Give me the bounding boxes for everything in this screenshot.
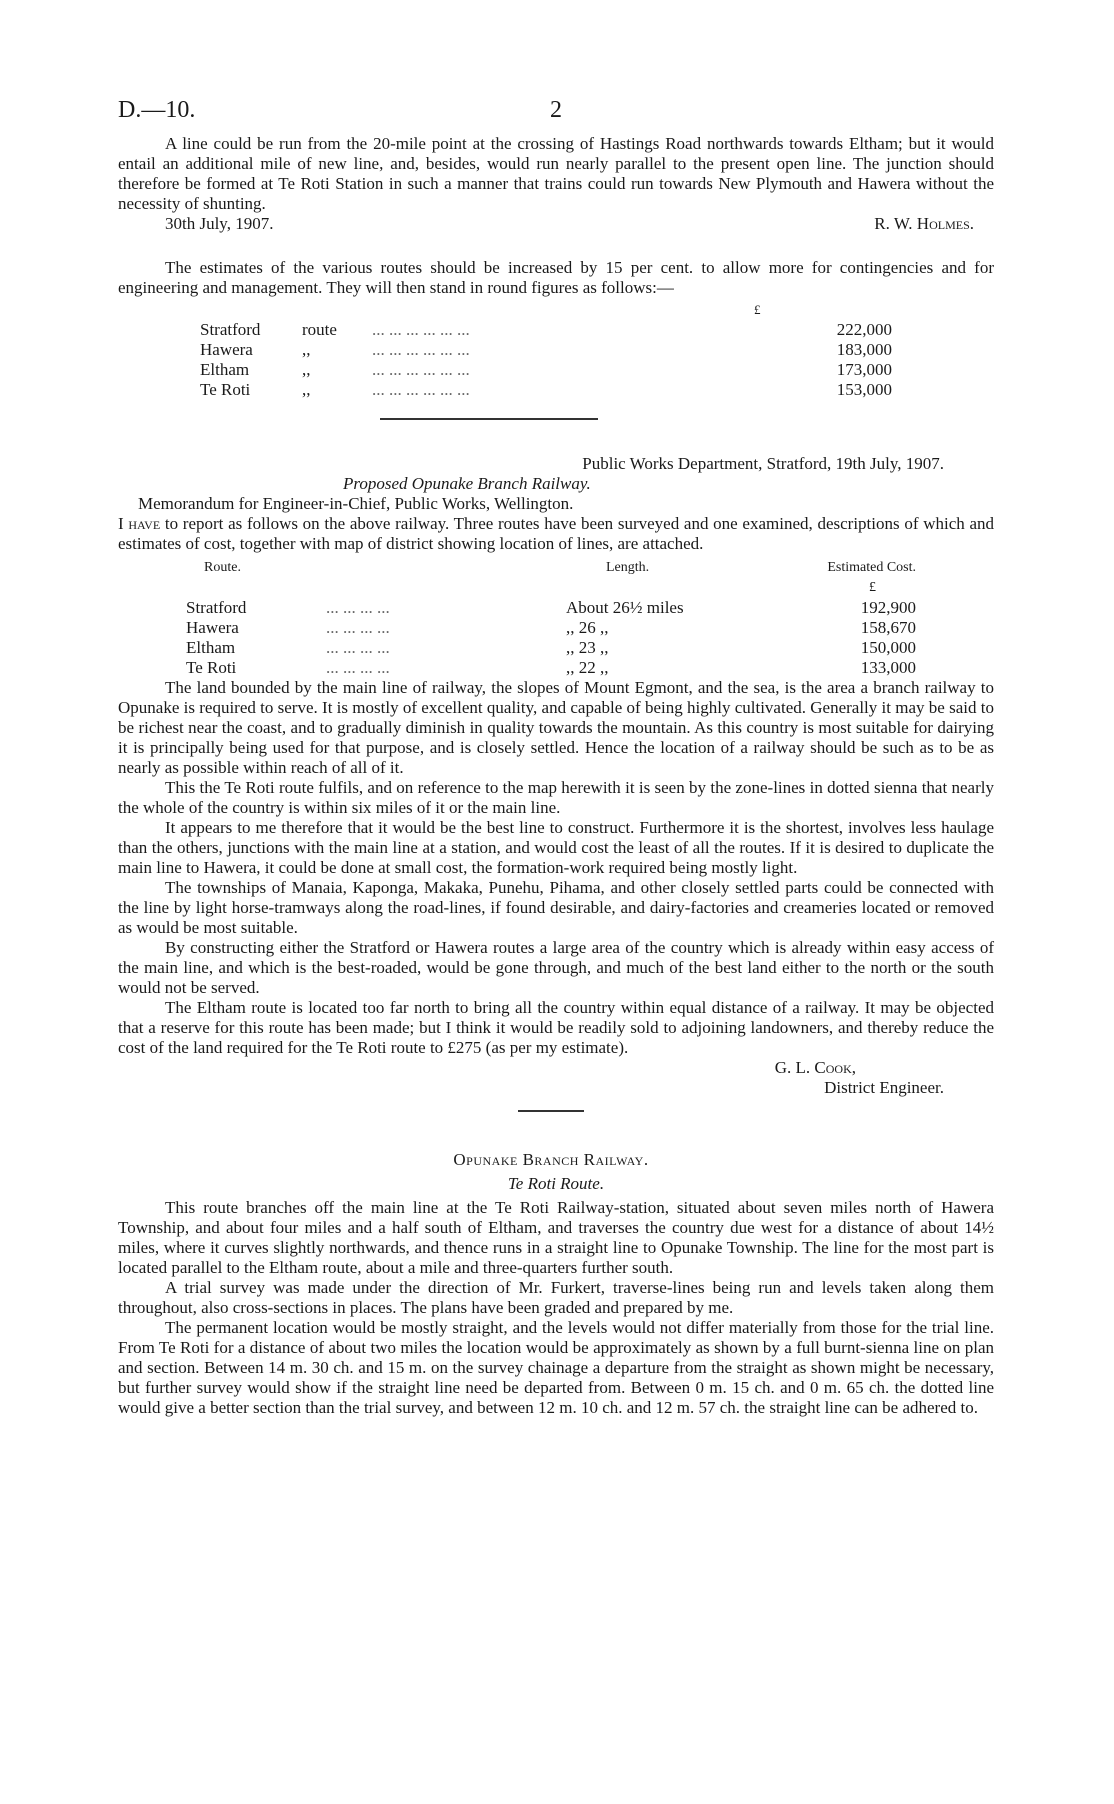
memo-signature-name: G. L. Cook, <box>774 1058 856 1077</box>
route-qualifier: ,, <box>302 340 311 359</box>
branch-title: Opunake Branch Railway. <box>453 1150 649 1169</box>
route-cost: 158,670 <box>860 618 916 637</box>
memo-signature-title: District Engineer. <box>824 1078 944 1097</box>
estimates-table <box>200 320 892 400</box>
route-name: Hawera <box>186 618 239 637</box>
estimate-row <box>200 380 892 400</box>
col-route-label: Route. <box>204 560 241 575</box>
memo-addressee: Memorandum for Engineer-in-Chief, Public Works, Wellington. <box>138 494 574 513</box>
signature-line <box>118 214 994 234</box>
branch-subtitle: Te Roti Route. <box>507 1174 605 1193</box>
route-qualifier: ,, <box>302 360 311 379</box>
estimate-row <box>200 340 892 360</box>
route-row <box>186 638 916 658</box>
page-number: 2 <box>550 97 562 123</box>
col-length-label: Length. <box>606 560 650 575</box>
report-date: 30th July, 1907. <box>165 214 274 233</box>
document-code: D.—10. <box>118 97 196 123</box>
memo-intro-rest: to report as follows on the above railway. Three routes have been surveyed and one examined, descriptions of which and estimates of cost, together with map of district showing location of lines, are attached. <box>118 514 994 553</box>
route-name: Te Roti <box>200 380 251 399</box>
route-name: Te Roti <box>186 658 237 677</box>
leader-dots: ... ... ... ... ... ... <box>372 320 470 339</box>
paragraph: A line could be run from the 20-mile point at the crossing of Hastings Road northwards towards Eltham; but it would entail an additional mile of new line, and, besides, would run nearly parallel to the present open line. The junction should therefore be formed at Te Roti Station in such a manner that trains could run towards New Plymouth and Hawera without the necessity of shunting. <box>118 134 994 213</box>
leader-dots: ... ... ... ... ... ... <box>372 340 470 359</box>
route-cost: 133,000 <box>860 658 916 677</box>
route-length: About 26½ miles <box>566 598 684 617</box>
section-memorandum <box>118 454 994 1098</box>
paragraph: By constructing either the Stratford or Hawera routes a large area of the country which is already within easy access of the main line, and which is the best-roaded, would be gone through, and much of the best land either to the north or the south would not be served. <box>118 938 994 997</box>
estimate-amount: 222,000 <box>836 320 892 339</box>
route-row <box>186 658 916 678</box>
paragraph: The townships of Manaia, Kaponga, Makaka, Punehu, Pihama, and other closely settled parts could be connected with the line by light horse-tramways along the road-lines, if found desirable, and dairy-factories and creameries located or removed as would be most suitable. <box>118 878 994 937</box>
leader-dots: ... ... ... ... ... ... <box>372 360 470 379</box>
routes-table-unit-row <box>186 578 916 598</box>
leader-dots: ... ... ... ... <box>326 638 390 657</box>
section-opunake-branch <box>118 1150 994 1418</box>
route-cost: 150,000 <box>860 638 916 657</box>
route-name: Stratford <box>200 320 261 339</box>
section-holmes-report <box>118 134 994 234</box>
route-row <box>186 618 916 638</box>
routes-table <box>186 558 916 678</box>
leader-dots: ... ... ... ... <box>326 618 390 637</box>
paragraph: The Eltham route is located too far north to bring all the country within equal distance of a railway. It may be objected that a reserve for this route has been made; but I think it would be readily sold to adjoining landowners, and thereby reduce the cost of the land required for the Te Roti route to £275 (as per my estimate). <box>118 998 994 1057</box>
route-cost: 192,900 <box>860 598 916 617</box>
estimate-amount: 183,000 <box>836 340 892 359</box>
route-name: Eltham <box>200 360 250 379</box>
route-row <box>186 598 916 618</box>
estimate-amount: 153,000 <box>836 380 892 399</box>
paragraph: This the Te Roti route fulfils, and on reference to the map herewith it is seen by the zone-lines in dotted sienna that nearly the whole of the country is within six miles of it or the main line. <box>118 778 994 817</box>
paragraph: The land bounded by the main line of railway, the slopes of Mount Egmont, and the sea, is the area a branch railway to Opunake is required to serve. It is mostly of excellent quality, and capable of being highly cultivated. Generally it may be said to be richest near the coast, and to gradually diminish in quality towards the mountain. As this country is most suitable for dairying it is principally being used for that purpose, and is closely settled. Hence the location of a railway should be such as to be as nearly as possible within reach of all of it. <box>118 678 994 777</box>
leader-dots: ... ... ... ... <box>326 598 390 617</box>
memo-dateline: Public Works Department, Stratford, 19th July, 1907. <box>582 454 944 473</box>
paragraph: This route branches off the main line at the Te Roti Railway-station, situated about seven miles north of Hawera Township, and about four miles and a half south of Eltham, and traverses the country due west for a distance of about 14½ miles, where it curves slightly northwards, and thence runs in a straight line to Opunake Township. The line for the most part is located parallel to the Eltham route, about a mile and three-quarters further south. <box>118 1198 994 1277</box>
route-name: Hawera <box>200 340 253 359</box>
leader-dots: ... ... ... ... ... ... <box>372 380 470 399</box>
route-qualifier: ,, <box>302 380 311 399</box>
paragraph: It appears to me therefore that it would be the best line to construct. Furthermore it is the shortest, involves less haulage than the others, junctions with the main line at a station, and would cost the least of all the routes. If it is desired to duplicate the main line to Hawera, it could be done at small cost, the formation-work required being mostly light. <box>118 818 994 877</box>
leader-dots: ... ... ... ... <box>326 658 390 677</box>
memo-intro <box>118 514 994 554</box>
cost-unit: £ <box>869 580 876 595</box>
route-length: ,, 23 ,, <box>566 638 609 657</box>
currency-header <box>118 298 994 320</box>
memo-paragraphs <box>118 678 994 1058</box>
route-qualifier: route <box>302 320 337 339</box>
route-length: ,, 26 ,, <box>566 618 609 637</box>
memo-title: Proposed Opunake Branch Railway. <box>343 474 591 493</box>
route-name: Eltham <box>186 638 236 657</box>
section-divider-short <box>518 1110 584 1112</box>
section-divider <box>380 418 598 420</box>
page-header <box>118 97 998 126</box>
route-length: ,, 22 ,, <box>566 658 609 677</box>
paragraph: The permanent location would be mostly straight, and the levels would not differ materially from those for the trial line. From Te Roti for a distance of about two miles the location would be approximately as shown by a full burnt-sienna line on plan and section. Between 14 m. 30 ch. and 15 m. on the survey chainage a departure from the straight as shown might be necessary, but further survey would show if the straight line need be departed from. Between 0 m. 15 ch. and 0 m. 65 ch. the dotted line would give a better section than the trial survey, and between 12 m. 10 ch. and 12 m. 57 ch. the straight line can be adhered to. <box>118 1318 994 1417</box>
memo-intro-lead: I have <box>118 514 161 533</box>
paragraph: A trial survey was made under the direction of Mr. Furkert, traverse-lines being run and levels taken along them throughout, also cross-sections in places. The plans have been graded and prepared by me. <box>118 1278 994 1317</box>
estimates-intro: The estimates of the various routes should be increased by 15 per cent. to allow more for contingencies and for engineering and management. They will then stand in round figures as follows:— <box>118 258 994 297</box>
branch-paragraphs <box>118 1198 994 1418</box>
estimate-amount: 173,000 <box>836 360 892 379</box>
currency-symbol: £ <box>754 302 761 317</box>
routes-table-header <box>186 558 916 578</box>
estimate-row <box>200 320 892 340</box>
estimate-row <box>200 360 892 380</box>
section-estimates <box>118 258 994 400</box>
signature: R. W. Holmes. <box>874 214 974 233</box>
route-name: Stratford <box>186 598 247 617</box>
col-cost-label: Estimated Cost. <box>827 560 916 575</box>
